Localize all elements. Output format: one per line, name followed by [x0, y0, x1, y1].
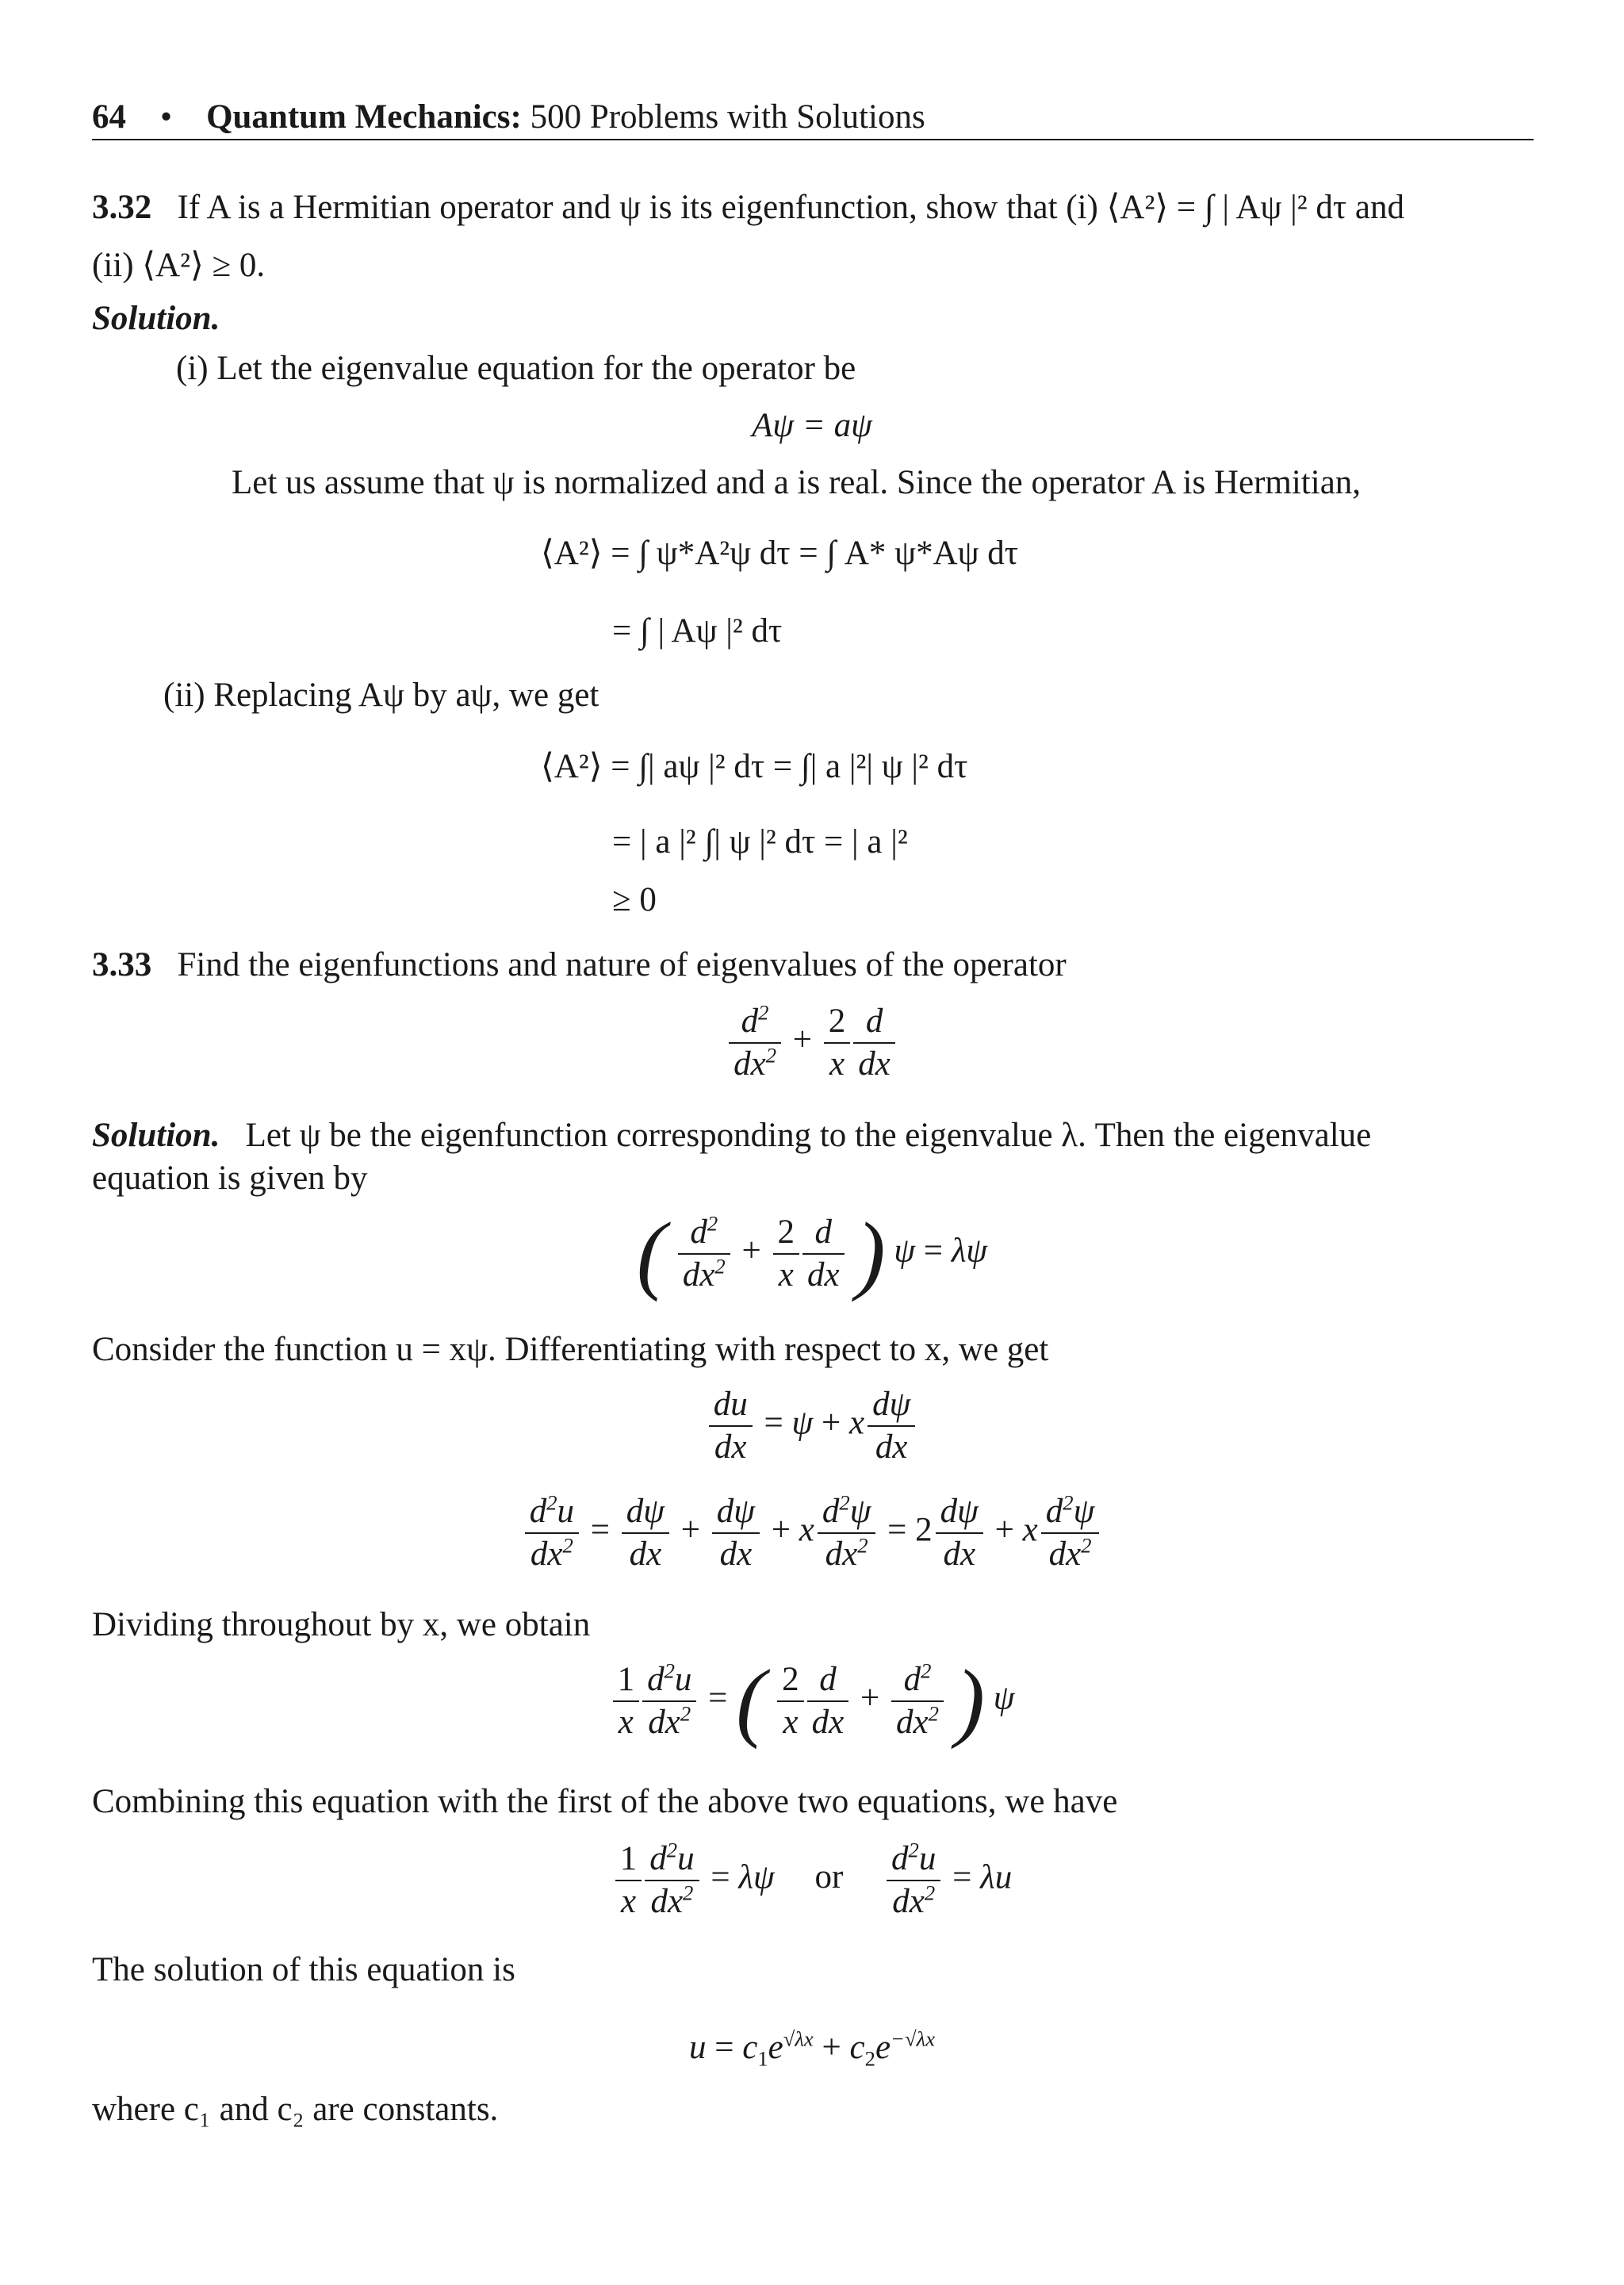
consider-text: Consider the function u = xψ. Differentiating with respect to x, we get: [92, 1331, 1049, 1368]
problem-3-32-line-2: (ii) ⟨A²⟩ ≥ 0.: [92, 247, 266, 284]
derivative-equation-1: $\frac{du}{dx}$ = ψ + x $\frac{d\psi}{dx}$: [0, 1384, 1624, 1467]
solution-of-text: The solution of this equation is: [92, 1951, 515, 1988]
dividing-text: Dividing throughout by x, we obtain: [92, 1606, 591, 1643]
solution-text: Let ψ be the eigenfunction corresponding to the eigenvalue λ. Then the eigenvalue: [245, 1117, 1372, 1154]
solution-label: Solution.: [92, 300, 220, 337]
solution-3-33-line-1: [92, 1118, 1371, 1152]
problem-3-32-line-1: [92, 190, 1404, 224]
operator-equation: $\frac{d^2}{dx^2}$ + $\frac{2}{x}$ $\frac{d}{dx}$: [0, 1001, 1624, 1084]
running-header: [92, 100, 925, 134]
equation-eigenvalue: Aψ = aψ: [752, 407, 872, 444]
or-word: or: [814, 1858, 844, 1896]
where-text: where c₁ and c₂ are constants.: [92, 2091, 499, 2128]
derivative-equation-2: $\frac{d^2u}{dx^2}$ = $\frac{d\psi}{dx}$ + $\frac{d\psi}{dx}$ + x $\frac{d^2\psi}{dx^2}$ = 2 $\frac{d\psi}{dx}$ + x $\frac{d^2\psi}{dx^2}$: [0, 1491, 1624, 1574]
assumption-text: Let us assume that ψ is normalized and a is real. Since the operator A is Hermitian,: [232, 464, 1362, 501]
problem-statement: If A is a Hermitian operator and ψ is its eigenfunction, show that (i) ⟨A²⟩ = ∫ | Aψ |² dτ and: [177, 189, 1404, 226]
part-ii-intro: (ii) Replacing Aψ by aψ, we get: [163, 677, 599, 714]
problem-statement: Find the eigenfunctions and nature of eigenvalues of the operator: [177, 946, 1067, 983]
equation-ii-1: ⟨A²⟩ = ∫| aψ |² dτ = ∫| a |²| ψ |² dτ: [541, 748, 968, 785]
equation-i-2: = ∫ | Aψ |² dτ: [612, 612, 783, 650]
combined-equation: $\frac{1}{x}$ $\frac{d^2u}{dx^2}$ = λψ or $\frac{d^2u}{dx^2}$ = λu: [0, 1838, 1624, 1922]
eigenvalue-equation: ( $\frac{d^2}{dx^2}$ + $\frac{2}{x}$ $\frac{d}{dx}$ ) ψ = λψ: [636, 1204, 988, 1303]
page-number: 64: [92, 98, 126, 136]
divided-equation: $\frac{1}{x}$ $\frac{d^2u}{dx^2}$ = ( $\frac{2}{x}$ $\frac{d}{dx}$ + $\frac{d^2}{dx^2}$ ) ψ: [0, 1659, 1624, 1743]
combining-text: Combining this equation with the first of the above two equations, we have: [92, 1783, 1118, 1820]
equation-ii-3: ≥ 0: [612, 881, 657, 918]
header-rule: [92, 139, 1534, 140]
equation-i-1: ⟨A²⟩ = ∫ ψ*A²ψ dτ = ∫ A* ψ*Aψ dτ: [541, 535, 1019, 572]
book-title-bold: Quantum Mechanics:: [206, 98, 522, 136]
solution-3-33-line-2: equation is given by: [92, 1160, 368, 1197]
book-title-rest: 500 Problems with Solutions: [530, 98, 925, 136]
problem-number: 3.32: [92, 189, 152, 226]
problem-3-33-line: [92, 948, 1067, 982]
part-i-intro: (i) Let the eigenvalue equation for the operator be: [176, 350, 856, 387]
solution-label: Solution.: [92, 1117, 220, 1154]
header-bullet: •: [160, 98, 173, 136]
equation-ii-2: = | a |² ∫| ψ |² dτ = | a |²: [612, 823, 908, 861]
problem-number: 3.33: [92, 946, 152, 983]
general-solution: $u = c_1e^{√\lambda x} + c_2e^{-√\lambda x}$: [688, 2026, 936, 2071]
